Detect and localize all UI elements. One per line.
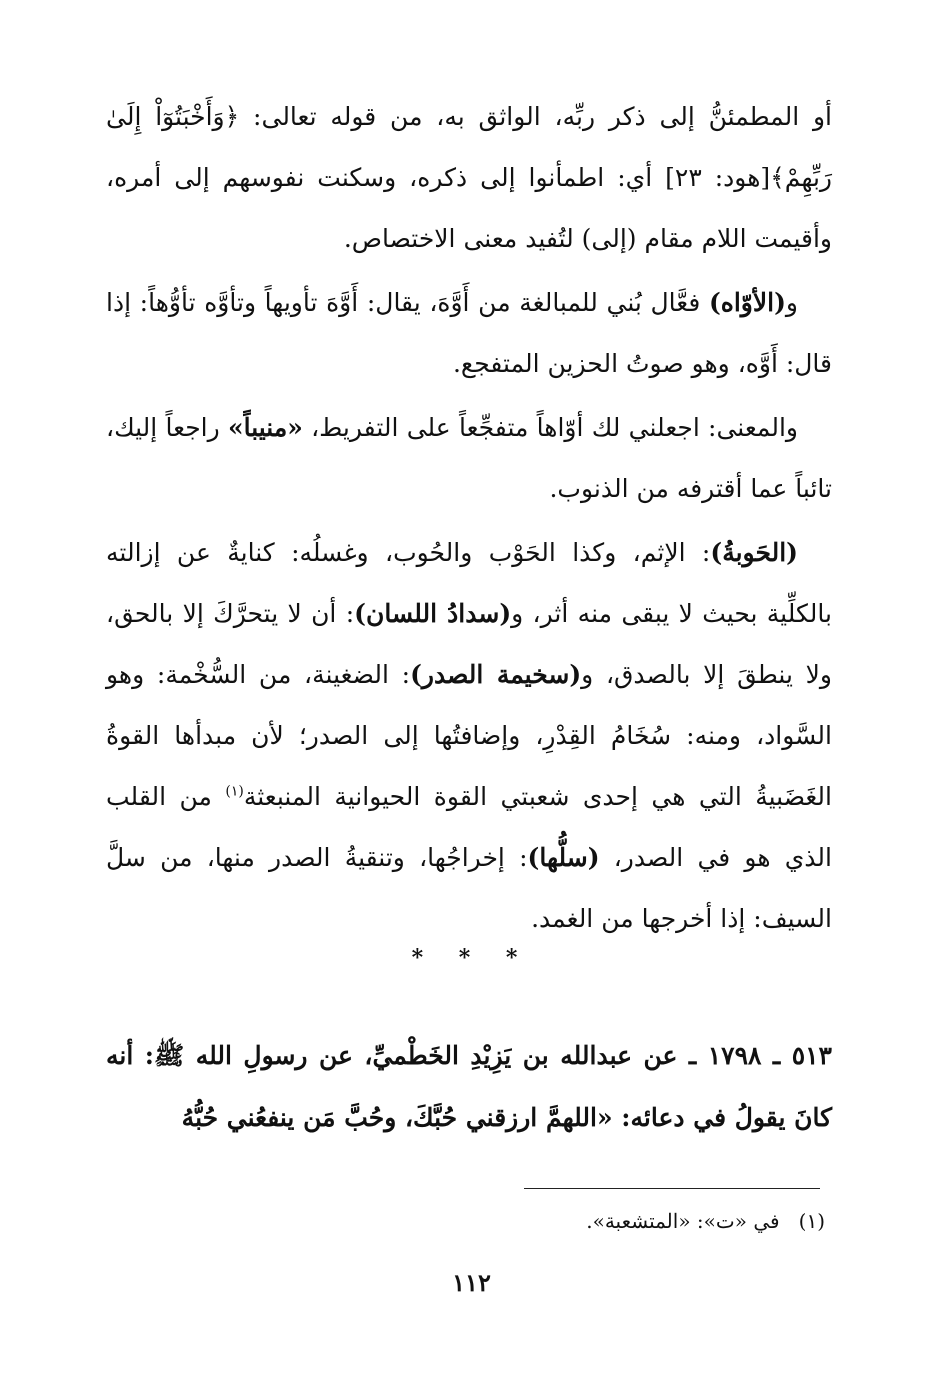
term-sakhimah: (سخيمة الصدر)	[410, 660, 582, 689]
paragraph-hawbah-text-c: : الضغينة، من السُّخْمة: وهو السَّواد، ومنه: سُخَامُ القِدْرِ، وإضافتُها إلى الصدر؛ لأن مبدأها القوةُ الغَضَبيةُ التي هي إحدى شعبتي القوة الحيوانية المنبعثة	[106, 660, 832, 811]
paragraph-hawbah	[106, 522, 832, 949]
footnote-text: في «ت»: «المتشعبة».	[586, 1209, 780, 1233]
paragraph-1	[106, 86, 832, 269]
hadith-heading: ٥١٣ ـ ١٧٩٨ ـ عن عبدالله بن يَزِيْدِ الخَطْميِّ، عن رسولِ الله ﷺ:	[144, 1041, 832, 1070]
page-number: ١١٢	[452, 1268, 491, 1297]
paragraph-meaning-text-a: والمعنى: اجعلني لك أوّاهاً متفجِّعاً على التفريط،	[302, 413, 798, 442]
footnote	[300, 1204, 825, 1238]
term-awwah: (الأوّاه)	[708, 288, 786, 317]
paragraph-awwah	[106, 272, 832, 394]
paragraph-hawbah-text-b: : أن لا يتحرَّكَ إلا بالحق، ولا ينطقَ إلا بالصدق، و	[106, 599, 832, 689]
paragraph-awwah-text: فعَّال بُني للمبالغة من أَوَّهَ، يقال: أَوَّهَ تأويهاً وتأوَّه تأوُّهاً: إذا قال: أَوَّه، وهو صوتُ الحزين المتفجع.	[106, 288, 832, 378]
paragraph-hawbah-text-d: من القلب الذي هو في الصدر،	[106, 782, 832, 872]
main-text	[106, 86, 832, 949]
paragraph-hawbah-text-a: : الإثم، وكذا الحَوْب والحُوب، وغسلُه: كنايةٌ عن إزالته بالكلِّية بحيث لا يبقى منه أثر، و	[106, 538, 832, 628]
section-separator: * * *	[411, 945, 532, 971]
term-hawbah: (الحَوبةُ)	[710, 538, 798, 567]
term-sadad: (سدادُ اللسان)	[354, 599, 512, 628]
footnote-marker[interactable]: (١)	[225, 783, 244, 800]
paragraph-hawbah-text-e: : إخراجُها، وتنقيةُ الصدر منها، من سلَّ السيف: إذا أخرجها من الغمد.	[106, 843, 832, 933]
hadith-text	[106, 1025, 832, 1149]
paragraph-meaning	[106, 397, 832, 519]
conjunction: و	[785, 288, 798, 317]
paragraph-1-text: أو المطمئنُّ إلى ذكر ربِّه، الواثق به، من قوله تعالى: ﴿وَأَخْبَتُوٓاْ إِلَىٰ رَبِّهِمْ﴾[هود: ٢٣] أي: اطمأنوا إلى ذكره، وسكنت نفوسهم إلى أمره، وأقيمت اللام مقام (إلى) لتُفيد معنى الاختصاص.	[106, 102, 832, 253]
term-muniban: «منيباً»	[227, 413, 303, 442]
hadith-section	[106, 1025, 832, 1149]
footnote-number: (١)	[798, 1209, 825, 1233]
paragraph-meaning-text-b: راجعاً إليك، تائباً عما أقترفه من الذنوب.	[106, 413, 832, 503]
footnote-divider	[524, 1188, 820, 1189]
term-sallaha: (سلُّها)	[527, 843, 600, 872]
hadith-body: أنه كانَ يقولُ في دعائه: «اللهمَّ ارزقني حُبَّكَ، وحُبَّ مَن ينفعُني حُبُّهُ	[106, 1041, 832, 1132]
